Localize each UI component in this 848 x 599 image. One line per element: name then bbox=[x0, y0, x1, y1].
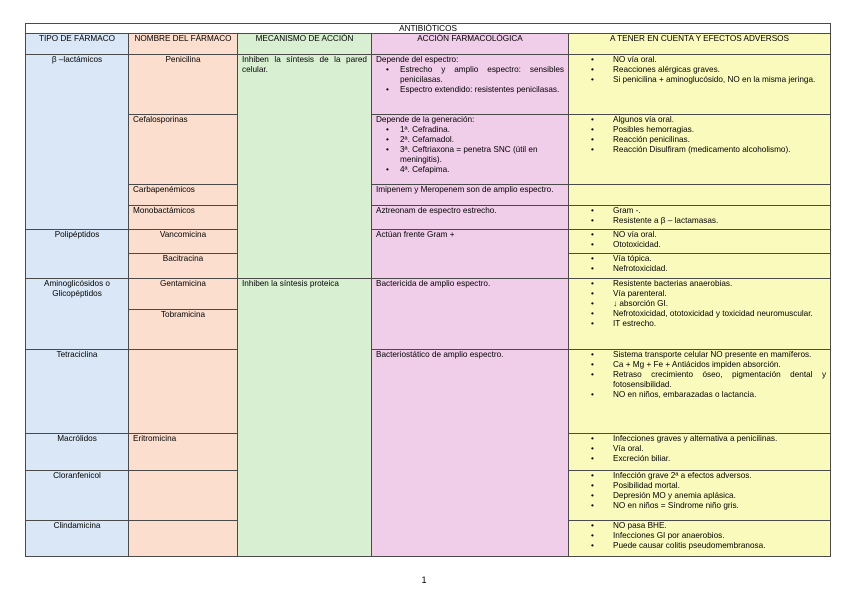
table-row bbox=[26, 230, 831, 254]
effects-carbapenemicos bbox=[569, 185, 831, 206]
mechanism-proteica: Inhiben la síntesis proteica bbox=[238, 279, 372, 557]
list-item: • Posibilidad mortal. bbox=[613, 481, 826, 491]
list-item: • Gram -. bbox=[613, 206, 826, 216]
table-title: ANTIBIÓTICOS bbox=[26, 24, 831, 34]
table-row bbox=[26, 350, 831, 434]
table-row bbox=[26, 115, 831, 185]
drug-gentamicina: Gentamicina bbox=[129, 279, 238, 310]
list-item: • Infección grave 2ª a efectos adversos. bbox=[613, 471, 826, 481]
list-item: • Vía parenteral. bbox=[613, 289, 826, 299]
effects-bacitracina bbox=[569, 254, 831, 279]
drug-carbapenemicos: Carbapenémicos bbox=[129, 185, 238, 206]
action-intro: Depende de la generación: bbox=[376, 115, 475, 124]
effects-clindamicina bbox=[569, 521, 831, 557]
type-macrolidos: Macrólidos bbox=[26, 434, 129, 471]
list-item: • Vía tópica. bbox=[613, 254, 826, 264]
list-item: • IT estrecho. bbox=[613, 319, 826, 329]
effects-penicilina bbox=[569, 55, 831, 115]
page-number: 1 bbox=[421, 575, 427, 585]
drug-clindamicina bbox=[129, 521, 238, 557]
list-item: • Posibles hemorragias. bbox=[613, 125, 826, 135]
drug-monobactamicos: Monobactámicos bbox=[129, 206, 238, 230]
table-row bbox=[26, 185, 831, 206]
list-item: • 2ª. Cefamadol. bbox=[400, 135, 564, 145]
list-item: • Espectro extendido: resistentes penicilasas. bbox=[400, 85, 564, 95]
list-item: • Excreción biliar. bbox=[613, 454, 826, 464]
list-item: • Vía oral. bbox=[613, 444, 826, 454]
list-item: • ↓ absorción GI. bbox=[613, 299, 826, 309]
table-row bbox=[26, 206, 831, 230]
list-item: • Infecciones graves y alternativa a penicilinas. bbox=[613, 434, 826, 444]
effects-aminoglicosidos bbox=[569, 279, 831, 350]
list-item: • NO en niños = Síndrome niño gris. bbox=[613, 501, 826, 511]
action-carbapenemicos: Imipenem y Meropenem son de amplio espectro. bbox=[372, 185, 569, 206]
list-item: • Estrecho y amplio espectro: sensibles penicilasas. bbox=[400, 65, 564, 85]
effects-tetraciclina bbox=[569, 350, 831, 434]
list-item: • Sistema transporte celular NO presente en mamíferos. bbox=[613, 350, 826, 360]
list-item: • Reacción Disulfiram (medicamento alcoholismo). bbox=[613, 145, 826, 155]
action-intro: Depende del espectro: bbox=[376, 55, 459, 64]
drug-penicilina: Penicilina bbox=[129, 55, 238, 115]
list-item: • NO en niños, embarazadas o lactancia. bbox=[613, 390, 826, 400]
action-monobactamicos: Aztreonam de espectro estrecho. bbox=[372, 206, 569, 230]
action-penicilina bbox=[372, 55, 569, 115]
drug-bacitracina: Bacitracina bbox=[129, 254, 238, 279]
type-aminoglicosidos: Aminoglicósidos o Glicopéptidos bbox=[26, 279, 129, 350]
list-item: • Si penicilina + aminoglucósido, NO en la misma jeringa. bbox=[613, 75, 826, 85]
drug-cloranfenicol bbox=[129, 471, 238, 521]
action-tetraciclina: Bacteriostático de amplio espectro. bbox=[372, 350, 569, 557]
list-item: • Resistente bacterias anaerobias. bbox=[613, 279, 826, 289]
list-item: • 1ª. Cefradina. bbox=[400, 125, 564, 135]
effects-vancomicina bbox=[569, 230, 831, 254]
header-efectos: A TENER EN CUENTA Y EFECTOS ADVERSOS bbox=[569, 34, 831, 55]
action-polipeptidos: Actúan frente Gram + bbox=[372, 230, 569, 279]
table-row bbox=[26, 55, 831, 115]
drug-eritromicina: Eritromicina bbox=[129, 434, 238, 471]
type-beta-lactamicos: β –lactámicos bbox=[26, 55, 129, 230]
list-item: • 3ª. Ceftriaxona = penetra SNC (útil en meningitis). bbox=[400, 145, 564, 165]
antibiotics-table bbox=[25, 23, 831, 557]
header-accion: ACCIÓN FARMACOLÓGICA bbox=[372, 34, 569, 55]
list-item: • Nefrotoxicidad. bbox=[613, 264, 826, 274]
list-item: • Puede causar colitis pseudomembranosa. bbox=[613, 541, 826, 551]
list-item: • 4ª. Cefapima. bbox=[400, 165, 564, 175]
list-item: • Reacción penicilinas. bbox=[613, 135, 826, 145]
list-item: • Ototoxicidad. bbox=[613, 240, 826, 250]
type-polipeptidos: Polipéptidos bbox=[26, 230, 129, 279]
effects-monobactamicos bbox=[569, 206, 831, 230]
list-item: • Retraso crecimiento óseo, pigmentación dental y fotosensibilidad. bbox=[613, 370, 826, 390]
header-nombre: NOMBRE DEL FÁRMACO bbox=[129, 34, 238, 55]
list-item: • Infecciones GI por anaerobios. bbox=[613, 531, 826, 541]
list-item: • Ca + Mg + Fe + Antiácidos impiden absorción. bbox=[613, 360, 826, 370]
list-item: • Resistente a β – lactamasas. bbox=[613, 216, 826, 226]
mechanism-pared-celular: Inhiben la síntesis de la pared celular. bbox=[238, 55, 372, 279]
drug-tobramicina: Tobramicina bbox=[129, 310, 238, 350]
header-mecanismo: MECANISMO DE ACCIÓN bbox=[238, 34, 372, 55]
list-item: • NO pasa BHE. bbox=[613, 521, 826, 531]
effects-cefalosporinas bbox=[569, 115, 831, 185]
drug-vancomicina: Vancomicina bbox=[129, 230, 238, 254]
list-item: • NO vía oral. bbox=[613, 230, 826, 240]
type-tetraciclina: Tetraciclina bbox=[26, 350, 129, 434]
type-clindamicina: Clindamicina bbox=[26, 521, 129, 557]
list-item: • NO vía oral. bbox=[613, 55, 826, 65]
header-tipo: TIPO DE FÁRMACO bbox=[26, 34, 129, 55]
drug-tetraciclina bbox=[129, 350, 238, 434]
list-item: • Reacciones alérgicas graves. bbox=[613, 65, 826, 75]
effects-macrolidos bbox=[569, 434, 831, 471]
table-row bbox=[26, 279, 831, 310]
action-aminoglicosidos: Bactericida de amplio espectro. bbox=[372, 279, 569, 350]
type-cloranfenicol: Cloranfenicol bbox=[26, 471, 129, 521]
action-cefalosporinas bbox=[372, 115, 569, 185]
drug-cefalosporinas: Cefalosporinas bbox=[129, 115, 238, 185]
list-item: • Nefrotoxicidad, ototoxicidad y toxicidad neuromuscular. bbox=[613, 309, 826, 319]
list-item: • Depresión MO y anemia aplásica. bbox=[613, 491, 826, 501]
effects-cloranfenicol bbox=[569, 471, 831, 521]
list-item: • Algunos vía oral. bbox=[613, 115, 826, 125]
